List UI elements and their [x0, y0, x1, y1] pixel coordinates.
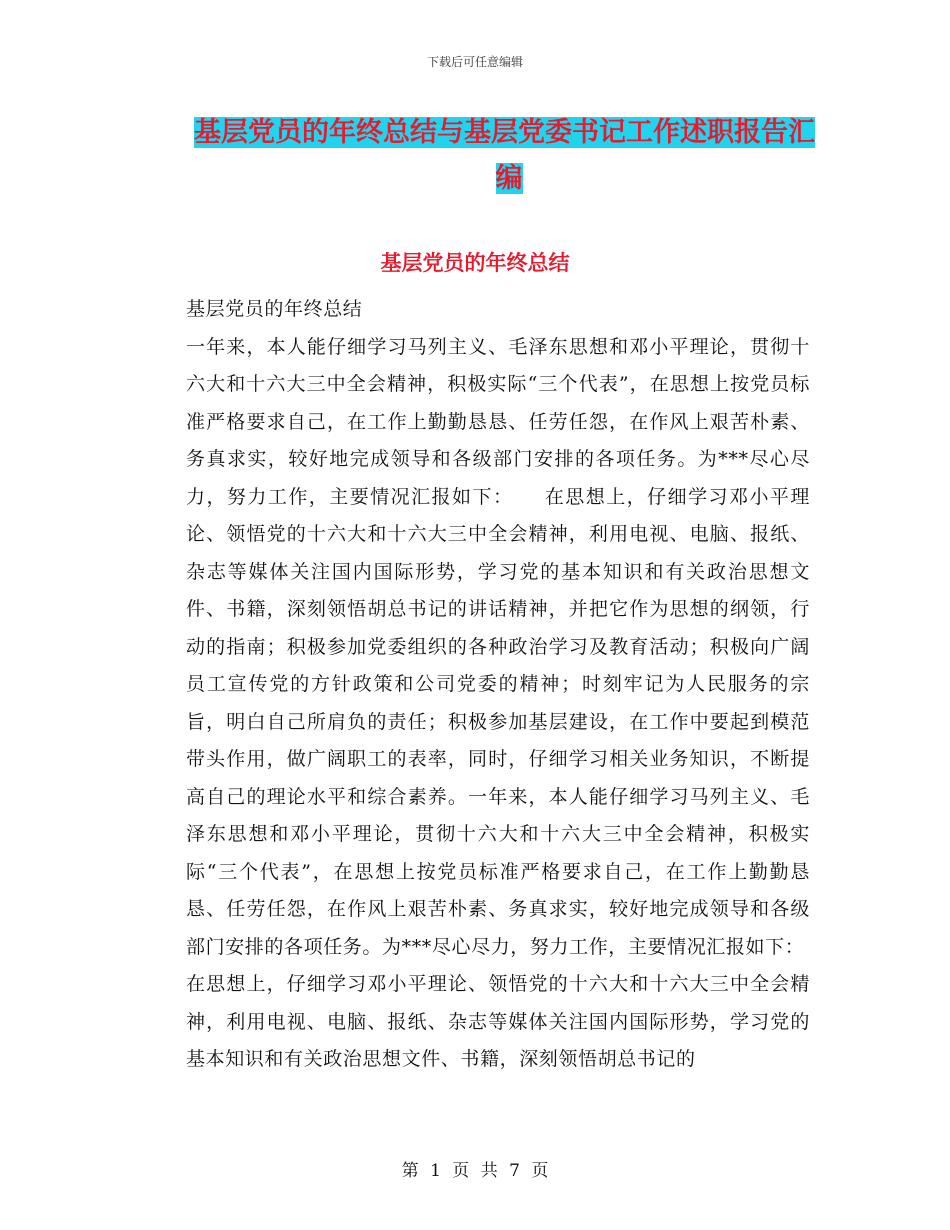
paragraph-3: 在思想上，仔细学习邓小平理论、领悟党的十六大和十六大三中全会精神，利用电视、电脑、报纸、杂志等媒体关注国内国际形势，学习党的基本知识和有关政治思想文件、书籍，深刻领悟胡总书记的: [186, 973, 810, 1070]
header-note: 下载后可任意编辑: [426, 55, 523, 69]
document-title-line-1: 基层党员的年终总结与基层党委书记工作述职报告汇: [194, 117, 815, 148]
document-body: [145, 291, 810, 1079]
paragraph-2: 一年来，本人能仔细学习马列主义、毛泽东思想和邓小平理论，贯彻十六大和十六大三中全会精神，积极实际“三个代表”，在思想上按党员标准严格要求自己，在工作上勤勤恳恳、任劳任怨，在作风上艰苦朴素、务真求实，较好地完成领导和各级部门安排的各项任务。为***尽心尽力，努力工作，主要情况汇报如下： 在思想上，仔细学习邓小平理论、领悟党的十六大和十六大三中全会精神，利用电视、电脑、报纸、杂志等媒体关注国内国际形势，学习党的基本知识和有关政治思想文件、书籍，深刻领悟胡总书记的讲话精神，并把它作为思想的纲领，行动的指南；积极参加党委组织的各种政治学习及教育活动；积极向广阔员工宣传党的方针政策和公司党委的精神；时刻牢记为人民服务的宗旨，明白自己所肩负的责任；积极参加基层建设，在工作中要起到模范带头作用，做广阔职工的表率，同时，仔细学习相关业务知识，不断提高自己的理论水平和综合素养。一年来，本人能仔细学习马列主义、毛泽东思想和邓小平理论，贯彻十六大和十六大三中全会精神，积极实际“三个代表”，在思想上按党员标准严格要求自己，在工作上勤勤恳恳、任劳任怨，在作风上艰苦朴素、务真求实，较好地完成领导和各级部门安排的各项任务。为***尽心尽力，努力工作，主要情况汇报如下：: [186, 335, 810, 958]
document-title-line-2: 编: [495, 163, 523, 194]
page-number: 第 1 页 共 7 页: [401, 1161, 549, 1181]
paragraph-1: 基层党员的年终总结: [186, 298, 363, 320]
section-title: 基层党员的年终总结: [380, 250, 570, 275]
document-title: [180, 110, 820, 202]
